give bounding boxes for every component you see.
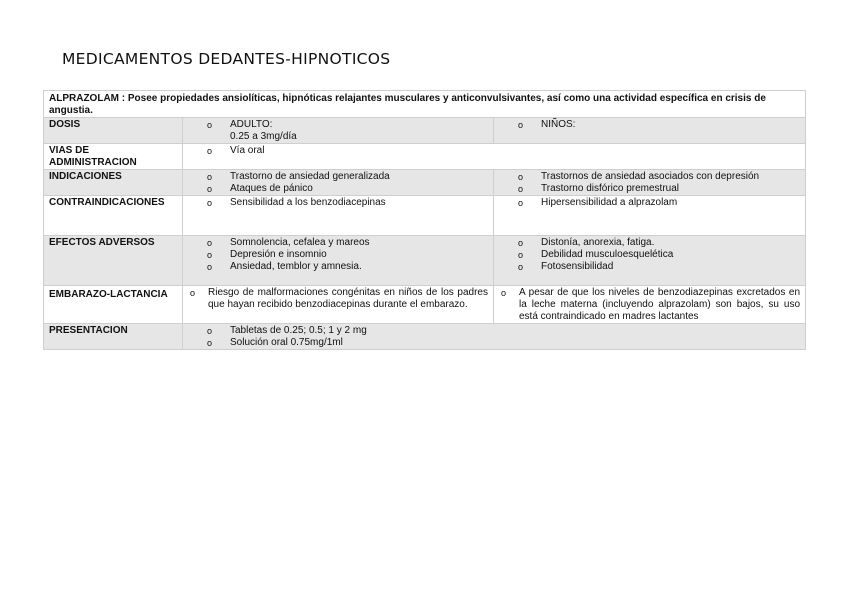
efectos-left [183,236,494,286]
label-presentacion: PRESENTACION [44,324,183,350]
row-contraindicaciones [44,196,806,236]
list-item: o Trastorno de ansiedad generalizada [188,171,488,183]
contraindicaciones-left [183,196,494,236]
dosis-adult-cell [183,118,494,144]
list-item: o Tabletas de 0.25; 0.5; 1 y 2 mg [188,325,800,337]
list-item: o Fotosensibilidad [499,261,800,273]
label-dosis: DOSIS [44,118,183,144]
label-contraindicaciones: CONTRAINDICACIONES [44,196,183,236]
embarazo-right [494,286,806,324]
list-item: o NIÑOS: [499,119,800,131]
label-embarazo: EMBARAZO-LACTANCIA [44,286,183,324]
header-row [44,91,806,118]
list-item: o Solución oral 0.75mg/1ml [188,337,800,349]
drug-description: ALPRAZOLAM : Posee propiedades ansiolíticas, hipnóticas relajantes musculares y anticonvulsivantes, así como una actividad específica en crisis de angustia. [44,91,806,118]
list-item: o Ansiedad, temblor y amnesia. [188,261,488,273]
row-efectos [44,236,806,286]
list-item: o Ataques de pánico [188,183,488,195]
row-indicaciones [44,170,806,196]
row-dosis [44,118,806,144]
list-item: o A pesar de que los niveles de benzodiazepinas excretados en la leche materna (incluyendo alprazolam) son bajos, su uso está contraindicado en madres lactantes [499,287,800,323]
medication-table [43,90,806,350]
contraindicaciones-right [494,196,806,236]
row-embarazo [44,286,806,324]
list-item: o Somnolencia, cefalea y mareos [188,237,488,249]
row-vias [44,144,806,170]
list-item: o ADULTO: [188,119,488,131]
vias-cell [183,144,806,170]
list-item: o Distonía, anorexia, fatiga. [499,237,800,249]
presentacion-cell [183,324,806,350]
dosis-children-cell [494,118,806,144]
list-item: o Hipersensibilidad a alprazolam [499,197,800,209]
list-item: o Vía oral [188,145,800,157]
label-indicaciones: INDICACIONES [44,170,183,196]
indicaciones-right [494,170,806,196]
adult-dose: 0.25 a 3mg/día [230,131,297,142]
row-presentacion [44,324,806,350]
efectos-right [494,236,806,286]
list-item: o Sensibilidad a los benzodiacepinas [188,197,488,209]
page-title: MEDICAMENTOS DEDANTES-HIPNOTICOS [62,50,391,68]
list-item: o Debilidad musculoesquelética [499,249,800,261]
list-item: o Riesgo de malformaciones congénitas en niños de los padres que hayan recibido benzodiacepinas durante el embarazo. [188,287,488,311]
indicaciones-left [183,170,494,196]
label-efectos: EFECTOS ADVERSOS [44,236,183,286]
embarazo-left [183,286,494,324]
list-item: o Trastorno disfórico premestrual [499,183,800,195]
list-item: o Trastornos de ansiedad asociados con depresión [499,171,800,183]
label-vias: VIAS DE ADMINISTRACION [44,144,183,170]
list-item: o Depresión e insomnio [188,249,488,261]
